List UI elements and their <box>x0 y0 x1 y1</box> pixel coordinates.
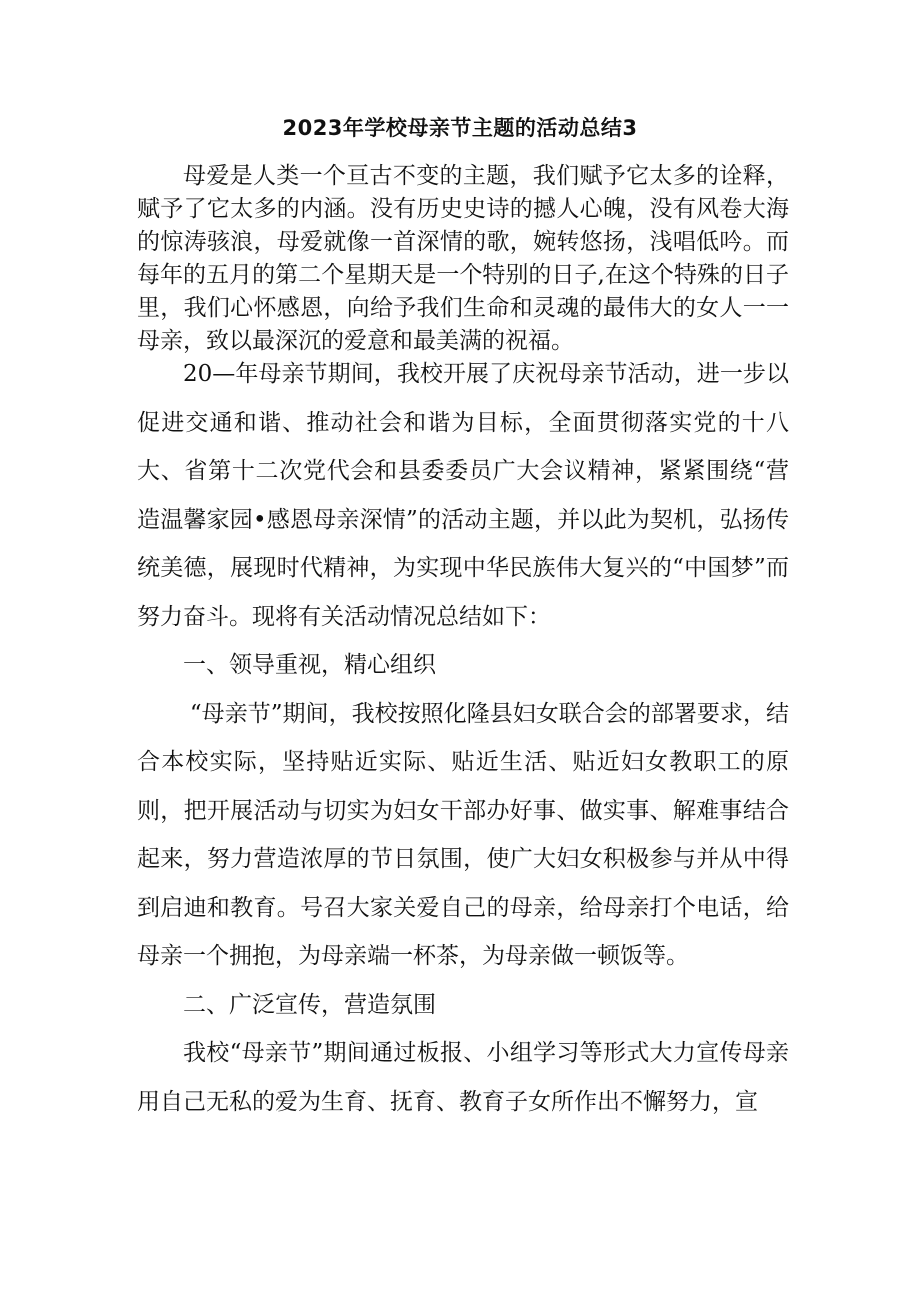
document-body <box>137 350 789 1126</box>
section-1-paragraph: “母亲节”期间，我校按照化隆县妇女联合会的部署要求，结合本校实际，坚持贴近实际、贴近生活、贴近妇女教职工的原则，把开展活动与切实为妇女干部办好事、做实事、解难事结合起来，努力营造浓厚的节日氛围，使广大妇女积极参与并从中得到启迪和教育。号召大家关爱自己的母亲，给母亲打个电话，给母亲一个拥抱，为母亲端一杯茶，为母亲做一顿饭等。 <box>137 700 789 969</box>
section-heading-2: 二、广泛宣传，营造氛围 <box>183 991 436 1018</box>
section-2-paragraph: 我校“母亲节”期间通过板报、小组学习等形式大力宣传母亲用自己无私的爱为生育、抚育、教育子女所作出不懈努力，宣 <box>137 1040 789 1115</box>
section-heading-1: 一、领导重视，精心组织 <box>183 652 436 678</box>
document-title: 2023年学校母亲节主题的活动总结3 <box>282 116 638 140</box>
intro-paragraph: 母爱是人类一个亘古不变的主题，我们赋予它太多的诠释，赋予了它太多的内涵。没有历史史诗的撼人心魄，没有风卷大海的惊涛骇浪，母爱就像一首深情的歌，婉转悠扬，浅唱低吟。而每年的五月的第二个星期天是一个特别的日子,在这个特殊的日子里，我们心怀感恩，向给予我们生命和灵魂的最伟大的女人一一母亲，致以最深沉的爱意和最美满的祝福。 <box>137 163 789 354</box>
overview-paragraph: 20—年母亲节期间，我校开展了庆祝母亲节活动，进一步以促进交通和谐、推动社会和谐为目标，全面贯彻落实党的十八大、省第十二次党代会和县委委员广大会议精神，紧紧围绕“营造温馨家园•感恩母亲深情”的活动主题，并以此为契机，弘扬传统美德，展现时代精神，为实现中华民族伟大复兴的“中国梦”而努力奋斗。现将有关活动情况总结如下： <box>137 361 789 630</box>
